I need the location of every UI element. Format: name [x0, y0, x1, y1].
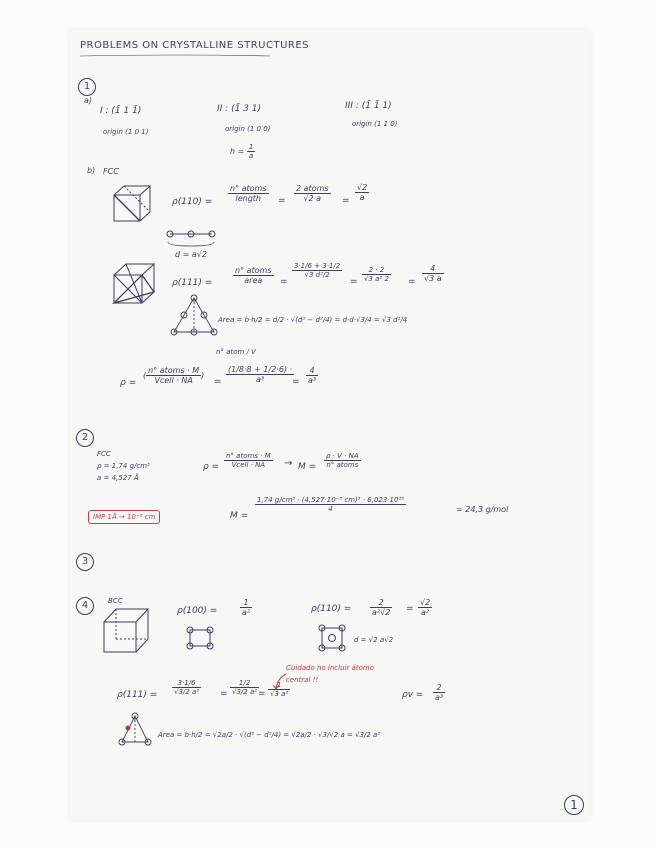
density-note-atoms-per-volume: n° atom / V	[216, 348, 256, 356]
p4-rho-111-label: ρ(111) =	[117, 690, 158, 700]
atom-row-110-sketch	[166, 228, 216, 240]
p4-rho-100-fraction: $\frac{1}{\text{a²}}$	[242, 598, 251, 617]
p4-d-equation: d = √2 a√2	[354, 636, 394, 644]
area-equation: Area = b·h/2 = d/2 · √(d² − d²/4) = d·d·√3/4 = √3 d²/4	[218, 316, 408, 324]
p2-m-result: = 24,3 g/mol	[456, 505, 509, 514]
rect-atoms-110-sketch	[314, 624, 348, 654]
equals-sign: =	[408, 277, 416, 287]
equals-sign: =	[258, 689, 266, 699]
fcc-cube-110-sketch	[112, 184, 152, 224]
rho-111-result: $\frac{4}{√3 a}$	[424, 264, 442, 283]
d-equals-a-root2: d = a√2	[175, 250, 207, 259]
equals-sign: =	[350, 277, 358, 287]
rho-111-label: ρ(111) =	[172, 278, 213, 288]
triangle-atoms-111-sketch	[170, 294, 218, 338]
p4-rho-110-fraction: $\frac{2}{\text{a²√2}}$	[372, 598, 391, 617]
direction-2: II : (1̄ 3 1)	[217, 104, 261, 114]
unit-reminder-box: IMP 1Å → 10⁻⁸ cm	[88, 510, 160, 524]
rho-111-mid-fraction: $\frac{3\cdot 1/6 + 3\cdot 1/2}{\text{√3 d²/2}}$	[294, 262, 341, 279]
rho-symbol: ρ =	[203, 462, 220, 472]
equals-sign: =	[292, 377, 300, 387]
p4-rho-110-result: $\frac{√2}{\text{a²}}$	[420, 598, 431, 617]
h-value: h = $\frac{1}{a}$	[230, 143, 254, 160]
p2-m-label: M =	[230, 511, 249, 521]
bcc-cube-sketch	[102, 606, 150, 654]
density-fraction: ( $\frac{\text{n° atoms · M}}{\text{Vcell · NA}}$ )	[143, 366, 205, 385]
problem-1-number: 1	[78, 78, 96, 96]
p4-rho-111-result: $\frac{1}{\text{√3 a²}}$	[270, 681, 289, 698]
p4-rho-111-mid-fraction: $\frac{1/2}{\text{√3/2 a²}}$	[232, 679, 258, 696]
density-mid-fraction: $\frac{(1/8\cdot 8 + 1/2\cdot 6) \cdot}{\text{a³}}$	[228, 365, 293, 384]
density-result: $\frac{4}{\text{a³}}$	[308, 366, 317, 385]
title-underline	[80, 54, 270, 58]
p4-rho-111-fraction: $\frac{3\cdot 1/6}{\text{√3/2 a²}}$	[174, 679, 200, 696]
p4-area-equation: Area = b·h/2 = √2a/2 · √(d² − d²/4) = √2a/2 · √3/√2 a = √3/2 a²	[158, 731, 381, 739]
d-brace	[166, 241, 216, 249]
triangle-atoms-bcc-111-sketch	[118, 712, 152, 746]
part-b-label: b)	[87, 166, 96, 175]
equals-sign: =	[406, 604, 414, 614]
equals-sign: =	[214, 377, 222, 387]
part-a-label: a)	[84, 96, 93, 105]
p2-structure-label: FCC	[97, 450, 111, 458]
rho-v-fraction: $\frac{2}{\text{a³}}$	[435, 683, 444, 702]
p2-m-fraction: $\frac{\rho \cdot V \cdot NA}{\text{n° atoms}}$	[326, 452, 359, 469]
rho-110-result: $\frac{√2}{a}$	[357, 183, 368, 202]
origin-2: origin (1 0 0)	[225, 125, 271, 133]
p4-structure-label: BCC	[108, 597, 123, 605]
direction-3: III : (1̄ 1̄ 1)	[345, 101, 392, 111]
p4-rho-110-label: ρ(110) =	[311, 604, 352, 614]
direction-1: I : (1̄ 1 1̄)	[100, 106, 142, 116]
page-title: PROBLEMS ON CRYSTALLINE STRUCTURES	[80, 40, 310, 51]
equals-sign: =	[342, 196, 350, 206]
problem-3-number: 3	[76, 553, 94, 571]
paper-sheet	[70, 30, 590, 820]
rho-110-mid-fraction: $\frac{\text{2 atoms}}{√2 a}$	[296, 184, 329, 203]
rho-v-label: ρv =	[402, 690, 424, 700]
rho-110-fraction: $\frac{\text{n° atoms}}{\text{length}}$	[230, 184, 267, 203]
equals-sign: =	[280, 277, 288, 287]
p4-rho-100-label: ρ(100) =	[177, 606, 218, 616]
equals-sign: =	[278, 196, 286, 206]
rho-111-mid2-fraction: $\frac{2 \cdot 2}{\text{√3 a² 2}}$	[364, 266, 389, 283]
rho-111-fraction: $\frac{\text{n° atoms}}{\text{area}}$	[235, 266, 272, 285]
p2-lattice-given: a = 4,527 Å	[97, 474, 139, 482]
rho-110-label: ρ(110) =	[172, 197, 213, 207]
p2-m-calculation: $\frac{\text{1,74 g/cm³ · (4,527·10⁻⁸ cm)³ · 6,023·10²³}}{4}$	[257, 496, 405, 513]
implies-arrow: →	[284, 458, 293, 469]
p2-density-given: ρ = 1,74 g/cm³	[97, 462, 150, 470]
warning-note: Cuidado no incluir átomo central !!	[286, 664, 374, 684]
square-atoms-100-sketch	[186, 626, 214, 650]
m-symbol: M =	[298, 462, 317, 472]
problem-4-number: 4	[76, 597, 94, 615]
fcc-cube-111-sketch	[112, 262, 156, 306]
problem-2-number: 2	[76, 429, 94, 447]
equals-sign: =	[220, 689, 228, 699]
origin-1: origin (1 0 1)	[103, 128, 149, 136]
density-label: ρ =	[120, 378, 137, 388]
origin-3: origin (1 1 0)	[352, 120, 398, 128]
page-number: 1	[564, 795, 584, 815]
structure-fcc-label: FCC	[103, 167, 119, 176]
p2-rho-fraction: $\frac{\text{n° atoms · M}}{\text{Vcell · NA}}$	[226, 452, 271, 469]
